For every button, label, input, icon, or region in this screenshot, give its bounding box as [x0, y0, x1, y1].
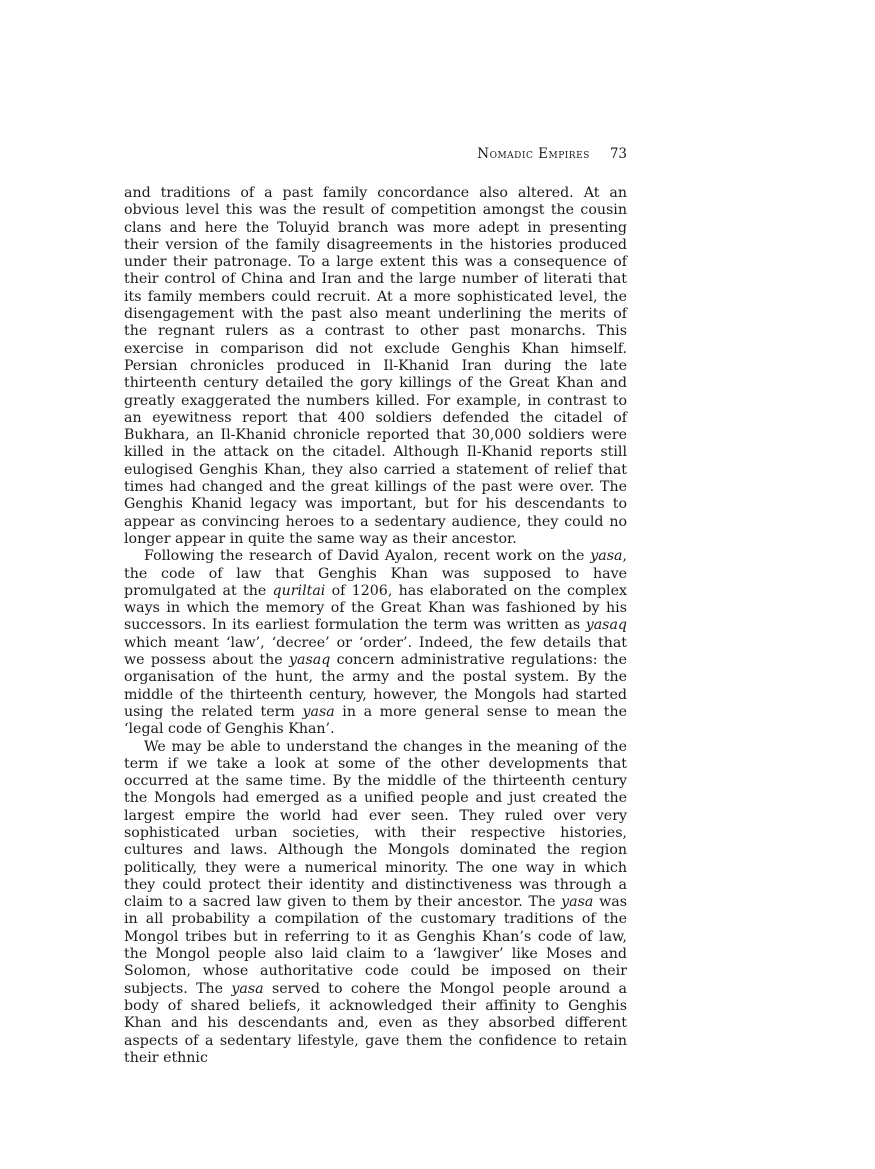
- text-run: which meant ‘law’, ‘decree’ or ‘order’. Indeed, the few details that we possess about the: [124, 634, 627, 669]
- text-run: of 1206, has elaborated on the complex ways in which the memory of the Great Khan was fashioned by his successors. In its earliest formulation the term was written as: [124, 582, 627, 634]
- italic-term: quriltai: [272, 582, 326, 599]
- text-run: We may be able to understand the changes in the meaning of the term if we take a look at some of the other developments that occurred at the same time. By the middle of the thirteenth century the Mongols had emerged as a unified people and just created the largest empire the world had ever seen. They ruled over very sophisticated urban societies, with their respective histories, cultures and laws. Although the Mongols dominated the region politically, they were a numerical minority. The one way in which they could protect their identity and distinctiveness was through a claim to a sacred law given to them by their ancestor. The: [124, 738, 627, 911]
- paragraph: [124, 548, 627, 738]
- italic-term: yasaq: [288, 652, 331, 669]
- italic-term: yasa: [561, 894, 594, 911]
- text-run: Following the research of David Ayalon, recent work on the: [144, 548, 591, 565]
- text-run: , the code of law that Genghis Khan was supposed to have promulgated at the: [124, 548, 627, 599]
- paragraph: [124, 185, 627, 548]
- text-run: in a more general sense to mean the ‘legal code of Genghis Khan’.: [124, 703, 627, 738]
- page-number: 73: [609, 146, 627, 162]
- paragraph: [124, 739, 627, 1068]
- text-run: concern administrative regulations: the organisation of the hunt, the army and the postal system. By the middle of the thirteenth century, however, the Mongols had started using the related term: [124, 652, 627, 720]
- body-text: [124, 185, 627, 1067]
- text-run: was in all probability a compilation of the customary traditions of the Mongol tribes but in referring to it as Genghis Khan’s code of law, the Mongol people also laid claim to a ‘lawgiver’ like Moses and Solomon, whose authoritative code could be imposed on their subjects. The: [124, 894, 627, 997]
- text-run: served to cohere the Mongol people around a body of shared beliefs, it acknowledged their affinity to Genghis Khan and his descendants and, even as they absorbed different aspects of a sedentary lifestyle, gave them the confidence to retain their ethnic: [124, 980, 627, 1066]
- italic-term: yasa: [302, 703, 335, 720]
- italic-term: yasa: [231, 980, 264, 997]
- italic-term: yasaq: [585, 617, 627, 634]
- italic-term: yasa: [590, 548, 623, 565]
- running-head-title: Nomadic Empires: [477, 146, 590, 162]
- text-run: and traditions of a past family concordance also altered. At an obvious level this was the result of competition amongst the cousin clans and here the Toluyid branch was more adept in presenting their version of the family disagreements in the histories produced under their patronage. To a large extent this was a consequence of their control of China and Iran and the large number of literati that its family members could recruit. At a more sophisticated level, the disengagement with the past also meant underlining the merits of the regnant rulers as a contrast to other past monarchs. This exercise in comparison did not exclude Genghis Khan himself. Persian chronicles produced in Il-Khanid Iran during the late thirteenth century detailed the gory killings of the Great Khan and greatly exaggerated the numbers killed. For example, in contrast to an eyewitness report that 400 soldiers defended the citadel of Bukhara, an Il-Khanid chronicle reported that 30,000 soldiers were killed in the attack on the citadel. Although Il-Khanid reports still eulogised Genghis Khan, they also carried a statement of relief that times had changed and the great killings of the past were over. The Genghis Khanid legacy was important, but for his descendants to appear as convincing heroes to a sedentary audience, they could no longer appear in quite the same way as their ancestor.: [124, 185, 627, 547]
- running-head: [124, 146, 627, 163]
